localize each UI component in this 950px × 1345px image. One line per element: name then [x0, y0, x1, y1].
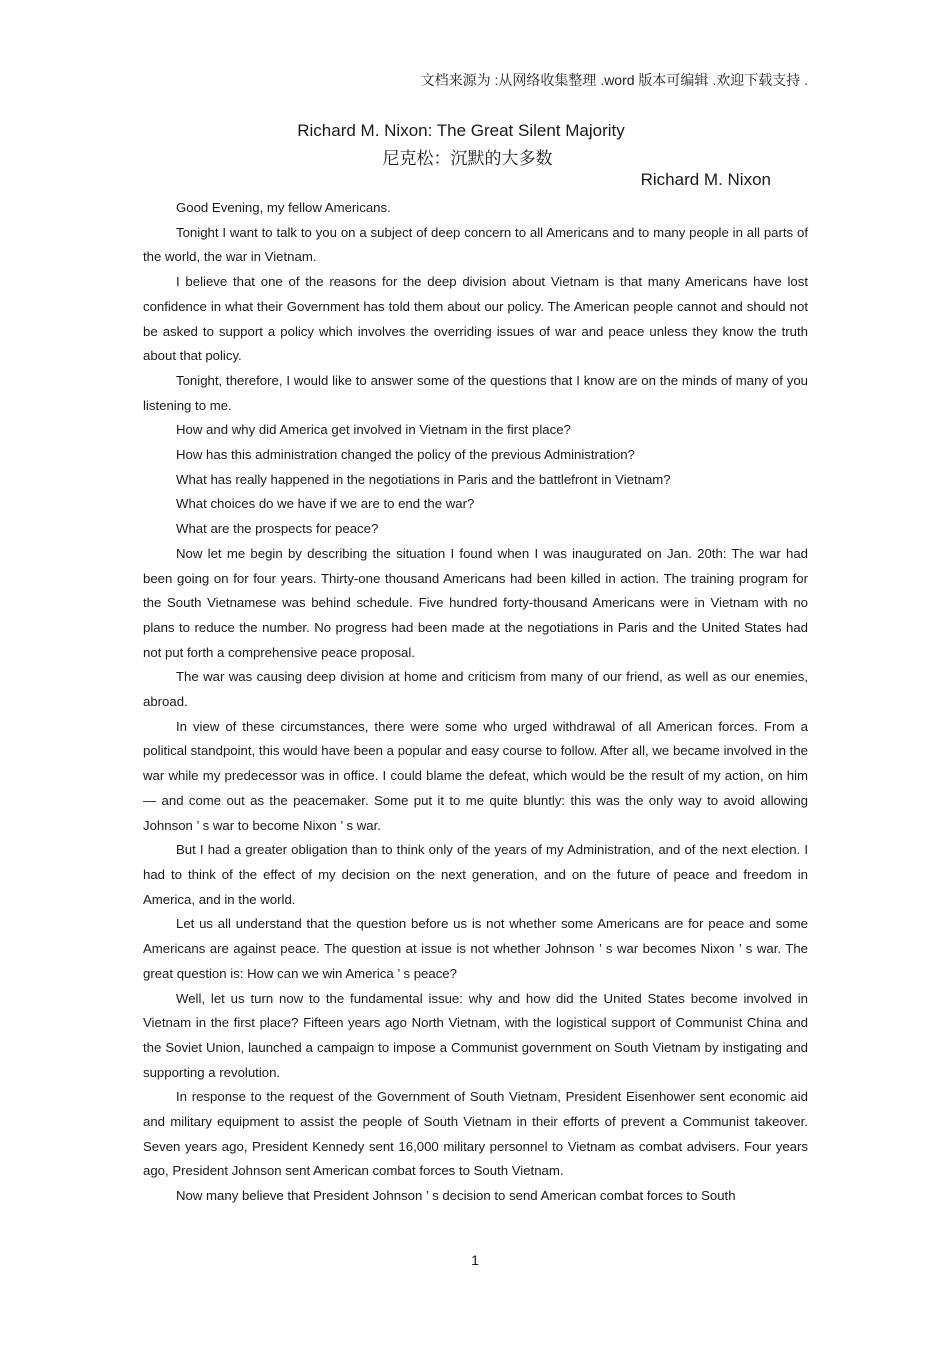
paragraph-johnson-decision: Now many believe that President Johnson ’ s decision to send American combat forces to South [176, 1188, 736, 1204]
question-2: How has this administration changed the policy of the previous Administration? [176, 447, 635, 463]
paragraph-subject: Tonight I want to talk to you on a subject of deep concern to all Americans and to many people in all parts of the world, the war in Vietnam. [143, 224, 808, 265]
paragraph-division: I believe that one of the reasons for the deep division about Vietnam is that many Americans have lost confidence in what their Government has told them about our policy. The American people cannot and should not be asked to support a policy which involves the overriding issues of war and peace unless they know the truth about that policy. [143, 274, 808, 364]
paragraph-questions-intro: Tonight, therefore, I would like to answer some of the questions that I know are on the minds of many of you listening to me. [143, 372, 808, 413]
paragraph-question-before-us: Let us all understand that the question before us is not whether some Americans are for peace and some Americans are against peace. The question at issue is not whether Johnson ’ s war becomes Nixon ’ s war. The great question is: How can we win America ’ s peace? [143, 916, 808, 981]
question-3: What has really happened in the negotiations in Paris and the battlefront in Vietnam? [176, 471, 671, 487]
paragraph-greeting: Good Evening, my fellow Americans. [176, 200, 391, 215]
document-title: Richard M. Nixon: The Great Silent Majority [297, 121, 625, 140]
paragraph-eisenhower: In response to the request of the Government of South Vietnam, President Eisenhower sent economic aid and military equipment to assist the people of South Vietnam in their efforts of prevent a Communist takeover. Seven years ago, President Kennedy sent 16,000 military personnel to Vietnam as combat advisers. Four years ago, President Johnson sent American combat forces to South Vietnam. [143, 1089, 808, 1179]
question-1: How and why did America get involved in Vietnam in the first place? [176, 422, 571, 438]
speech-body [143, 196, 808, 1209]
author-name: Richard M. Nixon [640, 170, 771, 189]
question-5: What are the prospects for peace? [176, 521, 379, 537]
source-note: 文档来源为 :从网络收集整理 .word 版本可编辑 .欢迎下载支持 . [420, 72, 808, 88]
paragraph-division-home: The war was causing deep division at home and criticism from many of our friend, as well as our enemies, abroad. [143, 669, 808, 710]
paragraph-situation: Now let me begin by describing the situation I found when I was inaugurated on Jan. 20th: The war had been going on for four years. Thirty-one thousand Americans had been killed in action. The training program for the South Vietnamese was behind schedule. Five hundred forty-thousand Americans were in Vietnam with no plans to reduce the number. No progress had been made at the negotiations in Paris and the United States had not put forth a comprehensive peace proposal. [143, 545, 808, 660]
question-4: What choices do we have if we are to end the war? [176, 496, 475, 512]
page-number: 1 [471, 1252, 479, 1268]
paragraph-obligation: But I had a greater obligation than to think only of the years of my Administration, and of the next election. I had to think of the effect of my decision on the next generation, and on the future of peace and freedom in America, and in the world. [143, 842, 808, 907]
paragraph-fundamental-issue: Well, let us turn now to the fundamental issue: why and how did the United States become involved in Vietnam in the first place? Fifteen years ago North Vietnam, with the logistical support of Communist China and the Soviet Union, launched a campaign to impose a Communist government on South Vietnam by instigating and supporting a revolution. [143, 990, 808, 1080]
document-subtitle-chinese: 尼克松：沉默的大多数 [382, 149, 553, 168]
paragraph-withdrawal: In view of these circumstances, there were some who urged withdrawal of all American forces. From a political standpoint, this would have been a popular and easy course to follow. After all, we became involved in the war while my predecessor was in office. I could blame the defeat, which would be the result of my action, on him — and come out as the peacemaker. Some put it to me quite bluntly: this was the only way to avoid allowing Johnson ’ s war to become Nixon ’ s war. [143, 718, 808, 833]
